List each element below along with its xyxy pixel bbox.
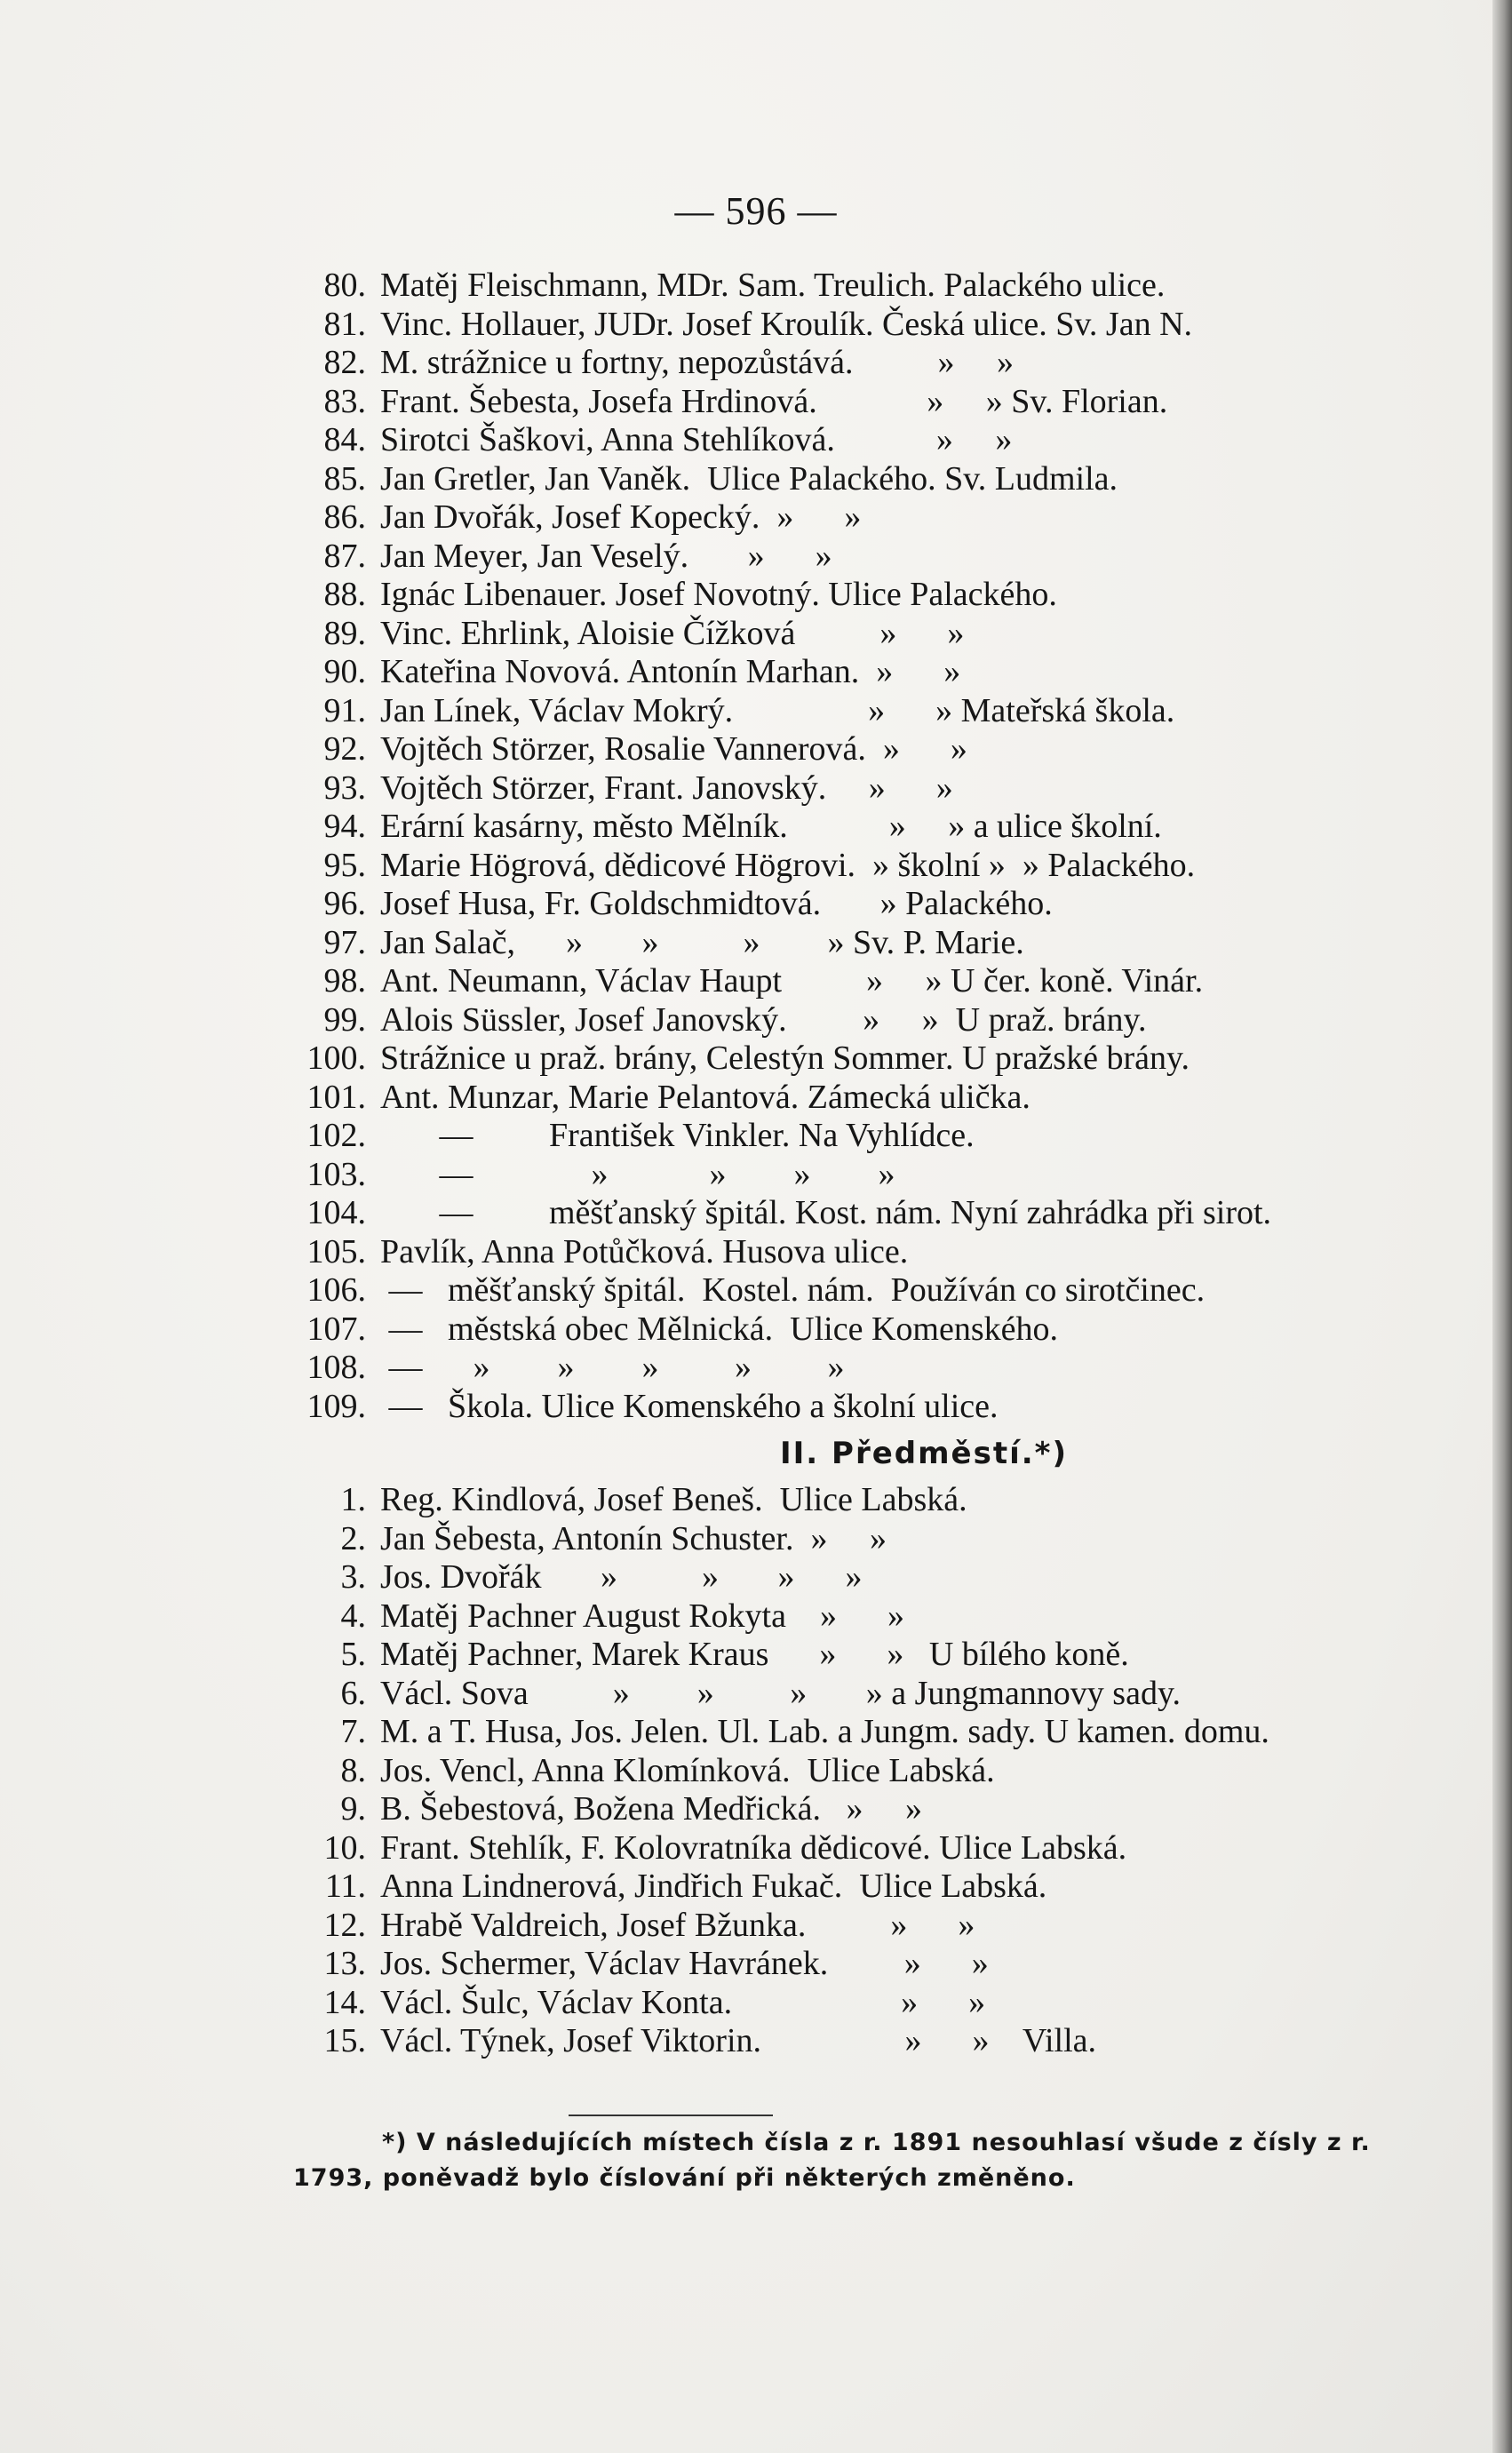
entry-number: 87. — [323, 537, 366, 575]
entry-number: 108. — [306, 1349, 366, 1386]
entry-number: 109. — [306, 1387, 366, 1425]
entry-text: Matěj Fleischmann, MDr. Sam. Treulich. Palackého ulice. — [380, 267, 1166, 304]
register-entry — [267, 2022, 1439, 2061]
register-entry — [267, 924, 1439, 963]
entry-number: 97. — [323, 923, 366, 961]
register-entry — [267, 1388, 1439, 1427]
register-entry — [267, 615, 1439, 654]
entry-text: Matěj Pachner, Marek Kraus » » U bílého koně. — [380, 1636, 1129, 1673]
entry-number: 15. — [323, 2022, 366, 2059]
entry-number: 103. — [306, 1155, 366, 1193]
register-part-2 — [267, 1481, 1439, 2061]
entry-text: Vojtěch Störzer, Rosalie Vannerová. » » — [380, 730, 967, 768]
register-entry — [267, 1481, 1439, 1520]
entry-number: 82. — [323, 344, 366, 381]
register-entry — [267, 847, 1439, 886]
entry-text: Ant. Munzar, Marie Pelantová. Zámecká ulička. — [380, 1078, 1031, 1116]
register-entry — [267, 460, 1439, 499]
register-entry — [267, 576, 1439, 615]
entry-text: — měšťanský špitál. Kost. nám. Nyní zahrádka při sirot. — [380, 1194, 1272, 1231]
entry-text: Václ. Týnek, Josef Viktorin. » » Villa. — [380, 2022, 1097, 2059]
entry-number: 96. — [323, 885, 366, 922]
entry-text: Erární kasárny, město Mělník. » » a ulice školní. — [380, 808, 1162, 845]
register-entry — [267, 769, 1439, 808]
register-entry — [267, 1984, 1439, 2023]
register-entry — [267, 1868, 1439, 1907]
register-entry — [267, 306, 1439, 345]
entry-number: 104. — [306, 1194, 366, 1231]
entry-text: Jan Meyer, Jan Veselý. » » — [380, 537, 832, 575]
entry-number: 102. — [306, 1117, 366, 1154]
entry-number: 88. — [323, 576, 366, 613]
entry-text: Frant. Stehlík, F. Kolovratníka dědicové. Ulice Labská. — [380, 1828, 1127, 1867]
register-entry — [267, 1636, 1439, 1675]
entry-text: Frant. Šebesta, Josefa Hrdinová. » » Sv. Florian. — [380, 382, 1168, 420]
entry-text: Alois Süssler, Josef Janovský. » » U praž. brány. — [380, 1000, 1147, 1039]
entry-text: Vinc. Hollauer, JUDr. Josef Kroulík. Česká ulice. Sv. Jan N. — [380, 305, 1193, 343]
page-edge-shadow — [1492, 0, 1512, 2453]
register-part-1 — [267, 267, 1439, 1426]
register-entry — [267, 1001, 1439, 1040]
register-entry — [267, 267, 1439, 306]
register-entry — [267, 538, 1439, 577]
entry-number: 89. — [323, 614, 366, 652]
register-entry — [267, 344, 1439, 383]
entry-text: — městská obec Mělnická. Ulice Komenského. — [380, 1310, 1058, 1348]
entry-number: 10. — [323, 1828, 366, 1867]
entry-number: 12. — [323, 1906, 366, 1944]
entry-number: 2. — [340, 1519, 366, 1557]
register-entry — [267, 1233, 1439, 1272]
entry-text: Jos. Dvořák » » » » — [380, 1558, 863, 1596]
entry-number: 83. — [323, 382, 366, 420]
entry-number: 92. — [323, 730, 366, 768]
entry-text: Matěj Pachner August Rokyta » » — [380, 1597, 904, 1635]
entry-text: Kateřina Novová. Antonín Marhan. » » — [380, 653, 961, 690]
entry-text: M. strážnice u fortny, nepozůstává. » » — [380, 344, 1015, 381]
entry-number: 6. — [340, 1674, 366, 1712]
register-entry — [267, 1079, 1439, 1118]
entry-number: 84. — [323, 421, 366, 458]
register-entry — [267, 1156, 1439, 1195]
register-entry — [267, 1713, 1439, 1752]
entry-text: — » » » » » — [380, 1349, 845, 1386]
footnote-line-2: 1793, poněvadž bylo číslování při některých změněno. — [293, 2164, 1076, 2192]
entry-text: Jos. Schermer, Václav Havránek. » » — [380, 1945, 989, 1982]
register-entry — [267, 1829, 1439, 1868]
footnote-rule — [569, 2115, 773, 2116]
register-entry — [267, 1117, 1439, 1156]
entry-number: 86. — [323, 498, 366, 536]
entry-text: Reg. Kindlová, Josef Beneš. Ulice Labská. — [380, 1481, 967, 1518]
entry-text: — Škola. Ulice Komenského a školní ulice. — [380, 1387, 999, 1425]
register-entry — [267, 1520, 1439, 1559]
entry-text: Jan Šebesta, Antonín Schuster. » » — [380, 1519, 887, 1557]
register-entry — [267, 1597, 1439, 1637]
entry-number: 11. — [324, 1868, 366, 1905]
entry-text: Ignác Libenauer. Josef Novotný. Ulice Palackého. — [380, 576, 1057, 613]
footnote-line-1: *) V následujících místech čísla z r. 1891 nesouhlasí všude z čísly z r. — [382, 2129, 1371, 2156]
register-entry — [267, 885, 1439, 924]
page-number: — 596 — — [674, 189, 838, 233]
entry-number: 3. — [340, 1558, 366, 1596]
entry-number: 100. — [306, 1039, 366, 1077]
register-entry — [267, 498, 1439, 538]
register-entry — [267, 1558, 1439, 1597]
entry-text: Jan Gretler, Jan Vaněk. Ulice Palackého. Sv. Ludmila. — [380, 459, 1118, 498]
footnote — [293, 2125, 1413, 2196]
register-entry — [267, 692, 1439, 731]
register-entry — [267, 421, 1439, 460]
entry-text: Vinc. Ehrlink, Aloisie Čížková » » — [380, 614, 965, 652]
register-entry — [267, 1675, 1439, 1714]
register-entry — [267, 383, 1439, 422]
register-entry — [267, 1271, 1439, 1310]
entry-text: Anna Lindnerová, Jindřich Fukač. Ulice Labská. — [380, 1868, 1047, 1905]
register-entry — [267, 1752, 1439, 1791]
entry-number: 1. — [340, 1481, 366, 1518]
entry-number: 99. — [323, 1000, 366, 1039]
entry-text: Vojtěch Störzer, Frant. Janovský. » » — [380, 769, 953, 807]
entry-text: Jan Línek, Václav Mokrý. » » Mateřská škola. — [380, 691, 1175, 729]
entry-number: 93. — [323, 769, 366, 807]
entry-text: — František Vinkler. Na Vyhlídce. — [380, 1117, 975, 1154]
entry-number: 7. — [340, 1713, 366, 1750]
entry-number: 106. — [306, 1271, 366, 1309]
entry-number: 94. — [323, 808, 366, 845]
entry-number: 98. — [323, 962, 366, 1000]
entry-text: Strážnice u praž. brány, Celestýn Sommer. U pražské brány. — [380, 1039, 1190, 1077]
entry-number: 5. — [340, 1636, 366, 1673]
entry-number: 14. — [323, 1983, 366, 2021]
register-entry — [267, 653, 1439, 692]
register-entry — [267, 1790, 1439, 1829]
register-list — [267, 267, 1439, 2061]
entry-number: 95. — [323, 846, 366, 884]
register-entry — [267, 1349, 1439, 1388]
entry-number: 4. — [340, 1597, 366, 1635]
section-title: II. Předměstí.*) — [779, 1436, 1068, 1471]
register-entry — [267, 730, 1439, 769]
entry-number: 91. — [323, 691, 366, 729]
register-entry — [267, 1194, 1439, 1233]
register-entry — [267, 808, 1439, 847]
entry-text: — » » » » — [380, 1155, 895, 1193]
entry-number: 90. — [323, 653, 366, 690]
entry-text: B. Šebestová, Božena Medřická. » » — [380, 1790, 922, 1828]
entry-text: Josef Husa, Fr. Goldschmidtová. » Palackého. — [380, 885, 1053, 922]
entry-number: 85. — [323, 459, 366, 498]
entry-text: M. a T. Husa, Jos. Jelen. Ul. Lab. a Jungm. sady. U kamen. domu. — [380, 1713, 1269, 1750]
entry-number: 105. — [306, 1232, 366, 1270]
entry-number: 80. — [323, 267, 366, 304]
entry-text: Jos. Vencl, Anna Klomínková. Ulice Labská. — [380, 1751, 995, 1789]
entry-number: 81. — [323, 305, 366, 343]
entry-text: Sirotci Šaškovi, Anna Stehlíková. » » — [380, 421, 1013, 458]
register-entry — [267, 962, 1439, 1001]
entry-text: Marie Högrová, dědicové Högrovi. » školní » » Palackého. — [380, 846, 1196, 884]
register-entry — [267, 1907, 1439, 1946]
entry-number: 13. — [323, 1945, 366, 1982]
entry-number: 8. — [340, 1751, 366, 1789]
entry-number: 101. — [306, 1078, 366, 1116]
entry-text: Pavlík, Anna Potůčková. Husova ulice. — [380, 1232, 909, 1270]
entry-text: Jan Salač, » » » » Sv. P. Marie. — [380, 923, 1024, 961]
register-entry — [267, 1945, 1439, 1984]
entry-text: Hrabě Valdreich, Josef Bžunka. » » — [380, 1906, 975, 1944]
register-entry — [267, 1310, 1439, 1350]
entry-number: 9. — [340, 1790, 366, 1828]
entry-text: Václ. Sova » » » » a Jungmannovy sady. — [380, 1674, 1181, 1712]
entry-text: — měšťanský špitál. Kostel. nám. Používán co sirotčinec. — [380, 1271, 1206, 1309]
entry-text: Jan Dvořák, Josef Kopecký. » » — [380, 498, 862, 536]
entry-number: 107. — [306, 1310, 366, 1348]
entry-text: Ant. Neumann, Václav Haupt » » U čer. koně. Vinár. — [380, 962, 1204, 1000]
entry-text: Václ. Šulc, Václav Konta. » » — [380, 1983, 986, 2021]
register-entry — [267, 1039, 1439, 1079]
